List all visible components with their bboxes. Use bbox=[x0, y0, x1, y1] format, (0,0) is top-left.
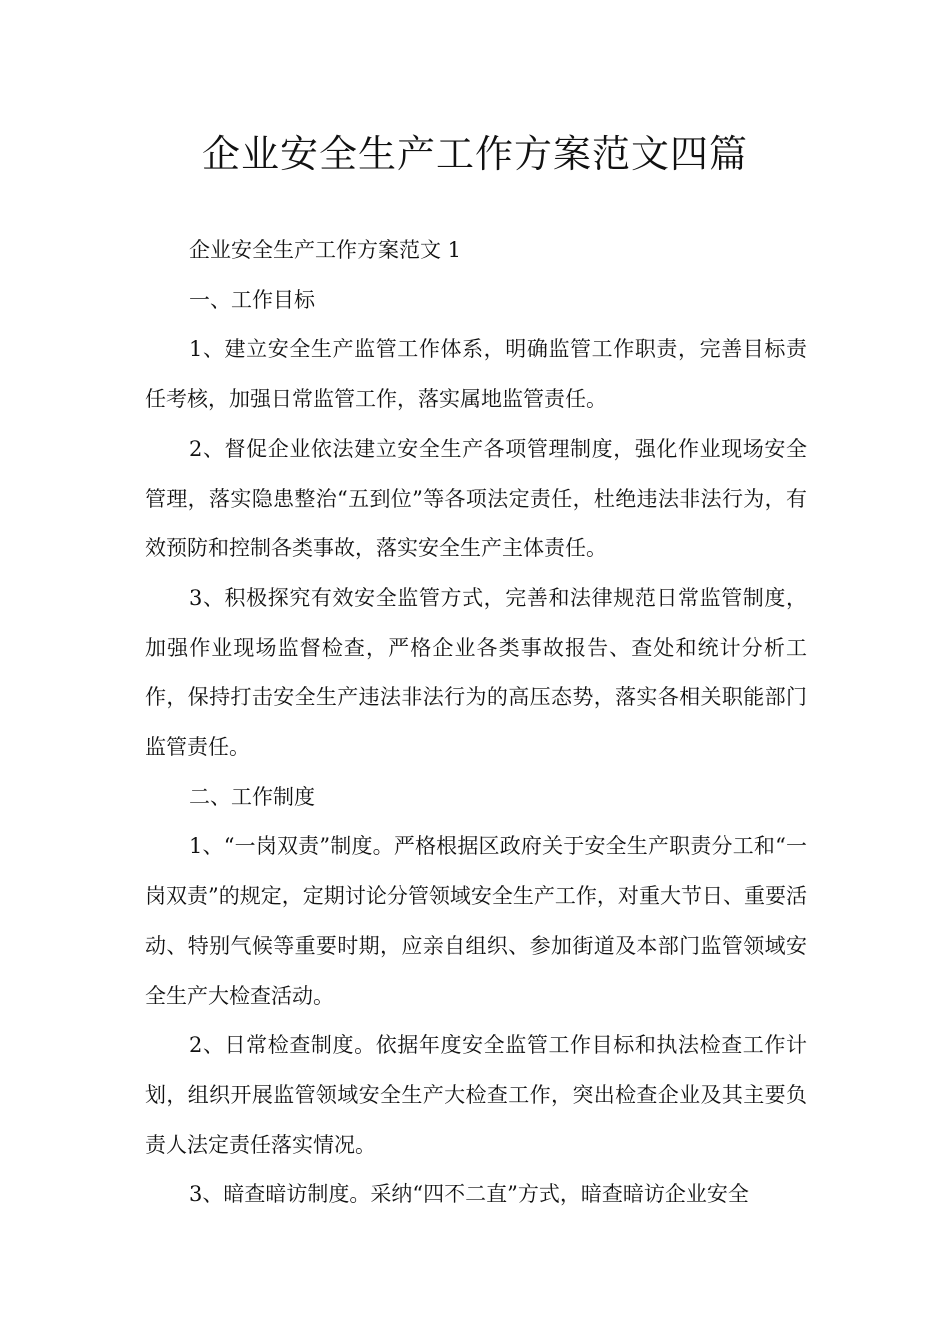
paragraph: 2、日常检查制度。依据年度安全监管工作目标和执法检查工作计划，组织开展监管领域安全生产大检查工作，突出检查企业及其主要负责人法定责任落实情况。 bbox=[145, 1033, 807, 1157]
paragraph: 3、积极探究有效安全监管方式，完善和法律规范日常监管制度，加强作业现场监督检查，严格企业各类事故报告、查处和统计分析工作，保持打击安全生产违法非法行为的高压态势，落实各相关职能部门监管责任。 bbox=[145, 585, 807, 760]
paragraph: 3、暗查暗访制度。采纳“四不二直”方式，暗查暗访企业安全 bbox=[189, 1182, 749, 1207]
section-heading: 一、工作目标 bbox=[189, 287, 315, 312]
paragraph: 1、建立安全生产监管工作体系，明确监管工作职责，完善目标责任考核，加强日常监管工作，落实属地监管责任。 bbox=[145, 337, 807, 412]
section-heading: 企业安全生产工作方案范文 1 bbox=[189, 238, 462, 262]
document-body bbox=[145, 226, 807, 1220]
paragraph: 1、“一岗双责”制度。严格根据区政府关于安全生产职责分工和“一岗双责”的规定，定期讨论分管领域安全生产工作，对重大节日、重要活动、特别气候等重要时期，应亲自组织、参加街道及本部门监管领域安全生产大检查活动。 bbox=[145, 834, 807, 1008]
section-heading: 二、工作制度 bbox=[189, 784, 315, 809]
document-title: 企业安全生产工作方案范文四篇 bbox=[201, 132, 748, 176]
paragraph: 2、督促企业依法建立安全生产各项管理制度，强化作业现场安全管理，落实隐患整治“五到位”等各项法定责任，杜绝违法非法行为，有效预防和控制各类事故，落实安全生产主体责任。 bbox=[145, 436, 807, 561]
